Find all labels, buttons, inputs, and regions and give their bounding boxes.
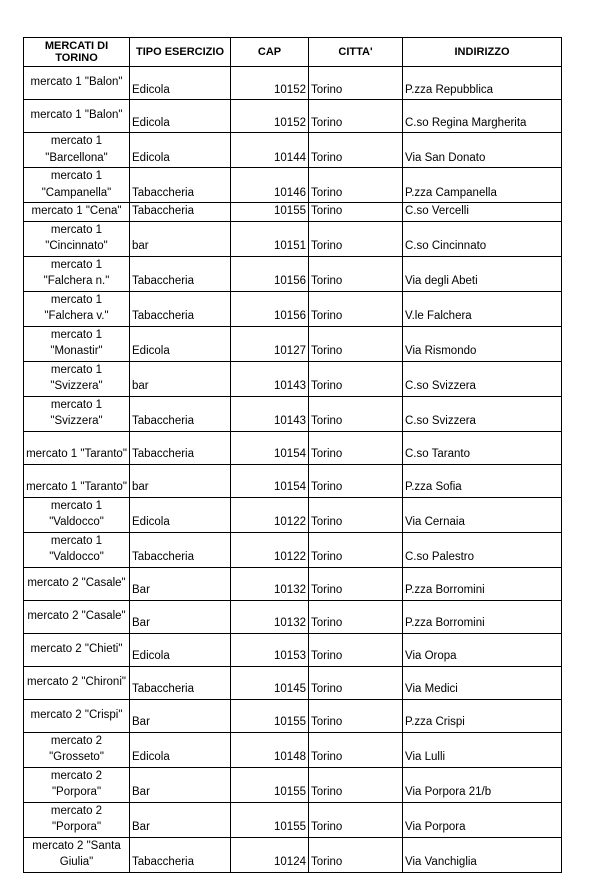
cell-indirizzo: Via degli Abeti [403,256,562,291]
cell-citta: Torino [309,67,403,100]
cell-mercato: mercato 1 "Monastir" [24,326,130,361]
cell-mercato: mercato 2 "Santa Giulia" [24,837,130,872]
table-body [24,67,562,873]
table-row [24,532,562,567]
markets-table [23,37,562,873]
cell-indirizzo: C.so Taranto [403,431,562,464]
cell-citta: Torino [309,666,403,699]
cell-cap: 10132 [231,600,309,633]
cell-tipo: Bar [130,699,231,732]
cell-tipo: Edicola [130,100,231,133]
cell-indirizzo: P.zza Borromini [403,567,562,600]
cell-mercato: mercato 1 "Valdocco" [24,532,130,567]
cell-cap: 10154 [231,431,309,464]
table-row [24,326,562,361]
cell-citta: Torino [309,100,403,133]
cell-cap: 10146 [231,168,309,203]
cell-mercato: mercato 1 "Taranto" [24,431,130,464]
cell-cap: 10155 [231,699,309,732]
cell-citta: Torino [309,699,403,732]
cell-cap: 10145 [231,666,309,699]
cell-citta: Torino [309,396,403,431]
cell-indirizzo: C.so Palestro [403,532,562,567]
cell-mercato: mercato 2 "Porpora" [24,767,130,802]
cell-tipo: Bar [130,802,231,837]
cell-citta: Torino [309,291,403,326]
cell-indirizzo: P.zza Repubblica [403,67,562,100]
cell-tipo: Tabaccheria [130,431,231,464]
cell-indirizzo: Via San Donato [403,133,562,168]
cell-mercato: mercato 1 "Falchera v." [24,291,130,326]
table-row [24,767,562,802]
cell-citta: Torino [309,497,403,532]
cell-mercato: mercato 1 "Valdocco" [24,497,130,532]
cell-tipo: Tabaccheria [130,168,231,203]
cell-cap: 10153 [231,633,309,666]
cell-tipo: bar [130,361,231,396]
cell-cap: 10132 [231,567,309,600]
cell-tipo: Edicola [130,67,231,100]
cell-indirizzo: V.le Falchera [403,291,562,326]
cell-mercato: mercato 1 "Svizzera" [24,396,130,431]
table-row [24,256,562,291]
table-row [24,666,562,699]
cell-mercato: mercato 2 "Grosseto" [24,732,130,767]
cell-cap: 10151 [231,221,309,256]
cell-cap: 10156 [231,256,309,291]
cell-tipo: Bar [130,600,231,633]
cell-cap: 10154 [231,464,309,497]
cell-mercato: mercato 1 "Balon" [24,67,130,100]
cell-cap: 10155 [231,203,309,222]
cell-indirizzo: Via Lulli [403,732,562,767]
cell-citta: Torino [309,464,403,497]
cell-cap: 10152 [231,100,309,133]
cell-citta: Torino [309,837,403,872]
cell-citta: Torino [309,326,403,361]
cell-mercato: mercato 2 "Porpora" [24,802,130,837]
cell-cap: 10144 [231,133,309,168]
cell-tipo: Edicola [130,497,231,532]
cell-tipo: Tabaccheria [130,532,231,567]
table-row [24,497,562,532]
table-row [24,133,562,168]
table-row [24,837,562,872]
cell-tipo: Tabaccheria [130,256,231,291]
cell-tipo: Tabaccheria [130,203,231,222]
header-citta: CITTA' [309,38,403,67]
table-row [24,600,562,633]
cell-citta: Torino [309,767,403,802]
cell-indirizzo: Via Rismondo [403,326,562,361]
table-header [24,38,562,67]
cell-cap: 10156 [231,291,309,326]
cell-citta: Torino [309,600,403,633]
cell-citta: Torino [309,532,403,567]
cell-tipo: Edicola [130,133,231,168]
cell-mercato: mercato 2 "Casale" [24,567,130,600]
cell-indirizzo: C.so Svizzera [403,361,562,396]
table-row [24,699,562,732]
cell-citta: Torino [309,802,403,837]
table-row [24,802,562,837]
cell-citta: Torino [309,221,403,256]
table-row [24,221,562,256]
header-row [24,38,562,67]
cell-mercato: mercato 2 "Chieti" [24,633,130,666]
table-row [24,633,562,666]
cell-indirizzo: Via Porpora 21/b [403,767,562,802]
cell-tipo: Bar [130,567,231,600]
cell-mercato: mercato 1 "Taranto" [24,464,130,497]
table-row [24,732,562,767]
cell-indirizzo: P.zza Campanella [403,168,562,203]
cell-cap: 10122 [231,497,309,532]
cell-indirizzo: P.zza Crispi [403,699,562,732]
cell-tipo: bar [130,221,231,256]
cell-indirizzo: Via Cernaia [403,497,562,532]
table-row [24,67,562,100]
table-row [24,168,562,203]
cell-cap: 10127 [231,326,309,361]
table-row [24,431,562,464]
cell-indirizzo: P.zza Sofia [403,464,562,497]
cell-mercato: mercato 1 "Barcellona" [24,133,130,168]
table-row [24,291,562,326]
header-cap: CAP [231,38,309,67]
table-row [24,203,562,222]
cell-citta: Torino [309,256,403,291]
cell-citta: Torino [309,361,403,396]
cell-indirizzo: Via Porpora [403,802,562,837]
cell-cap: 10124 [231,837,309,872]
cell-cap: 10148 [231,732,309,767]
cell-citta: Torino [309,567,403,600]
cell-mercato: mercato 1 "Falchera n." [24,256,130,291]
cell-tipo: bar [130,464,231,497]
cell-citta: Torino [309,633,403,666]
header-indirizzo: INDIRIZZO [403,38,562,67]
cell-tipo: Edicola [130,732,231,767]
cell-cap: 10152 [231,67,309,100]
cell-mercato: mercato 1 "Cena" [24,203,130,222]
cell-tipo: Tabaccheria [130,396,231,431]
table-row [24,100,562,133]
cell-indirizzo: Via Vanchiglia [403,837,562,872]
cell-indirizzo: C.so Vercelli [403,203,562,222]
cell-indirizzo: P.zza Borromini [403,600,562,633]
cell-citta: Torino [309,168,403,203]
cell-tipo: Tabaccheria [130,837,231,872]
cell-tipo: Edicola [130,326,231,361]
table-row [24,567,562,600]
cell-mercato: mercato 2 "Chironi" [24,666,130,699]
cell-mercato: mercato 2 "Crispi" [24,699,130,732]
cell-citta: Torino [309,732,403,767]
cell-mercato: mercato 2 "Casale" [24,600,130,633]
cell-tipo: Tabaccheria [130,291,231,326]
cell-cap: 10122 [231,532,309,567]
cell-cap: 10155 [231,767,309,802]
cell-cap: 10143 [231,361,309,396]
cell-indirizzo: C.so Cincinnato [403,221,562,256]
header-tipo-esercizio: TIPO ESERCIZIO [130,38,231,67]
table-row [24,464,562,497]
cell-indirizzo: C.so Svizzera [403,396,562,431]
cell-indirizzo: Via Oropa [403,633,562,666]
cell-tipo: Edicola [130,633,231,666]
cell-cap: 10143 [231,396,309,431]
cell-citta: Torino [309,431,403,464]
cell-tipo: Tabaccheria [130,666,231,699]
cell-citta: Torino [309,133,403,168]
cell-mercato: mercato 1 "Cincinnato" [24,221,130,256]
cell-indirizzo: Via Medici [403,666,562,699]
header-mercati: MERCATI DI TORINO [24,38,130,67]
cell-citta: Torino [309,203,403,222]
cell-cap: 10155 [231,802,309,837]
cell-mercato: mercato 1 "Balon" [24,100,130,133]
cell-indirizzo: C.so Regina Margherita [403,100,562,133]
cell-mercato: mercato 1 "Svizzera" [24,361,130,396]
table-row [24,396,562,431]
cell-tipo: Bar [130,767,231,802]
cell-mercato: mercato 1 "Campanella" [24,168,130,203]
table-row [24,361,562,396]
